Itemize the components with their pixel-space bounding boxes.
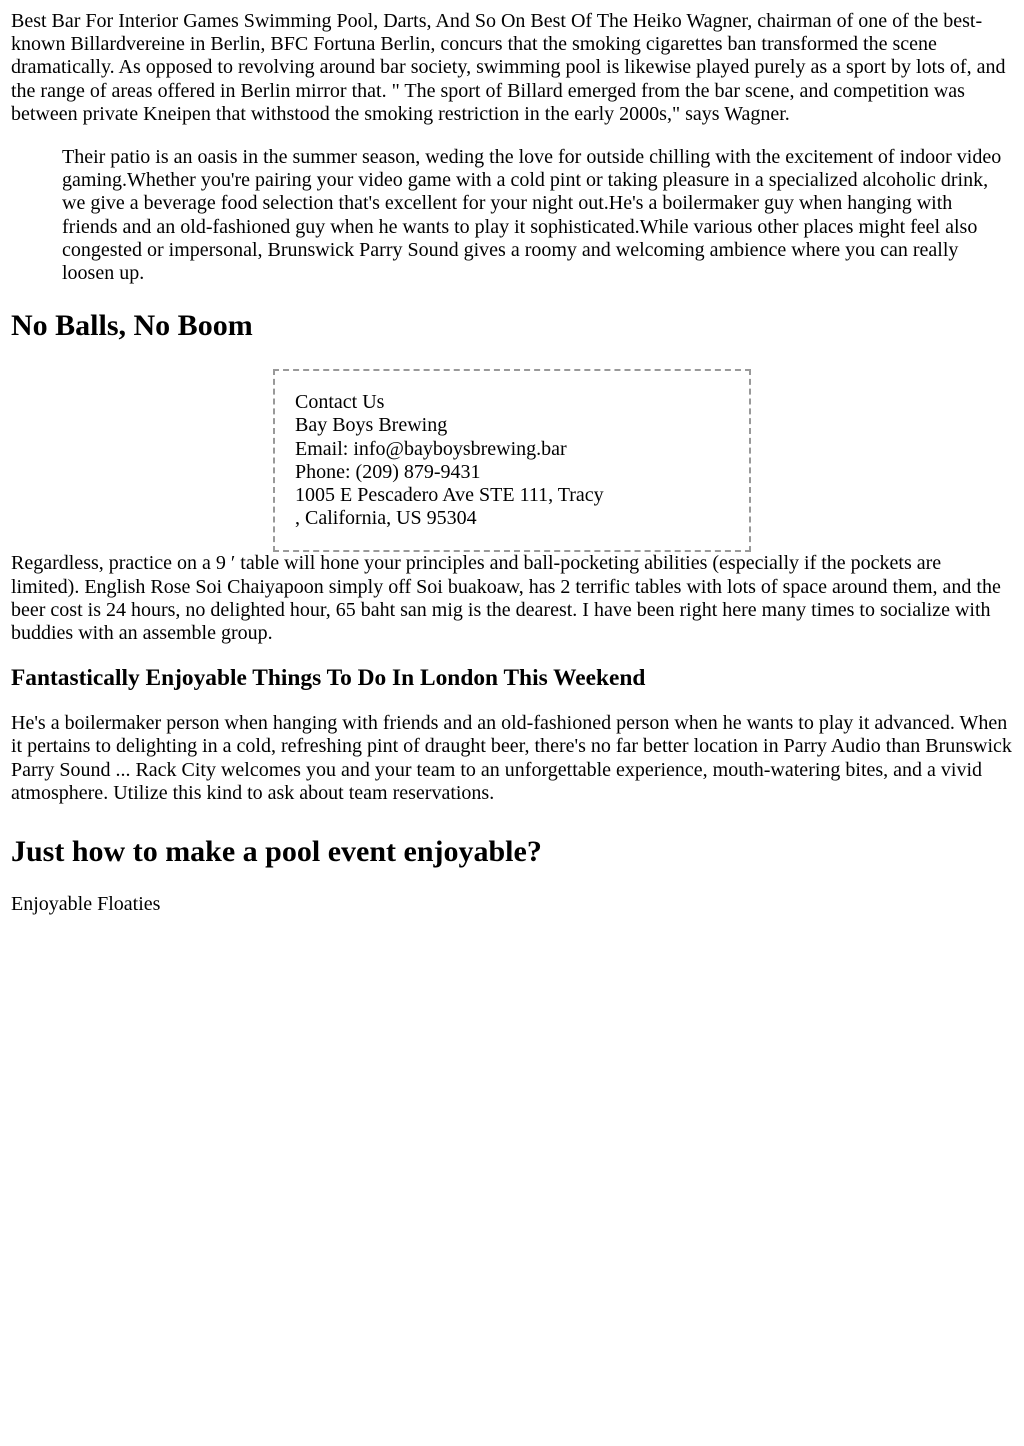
patio-blockquote: Their patio is an oasis in the summer season, weding the love for outside chilling with the excitement of indoor video gaming.Whether you're pairing your video game with a cold pint or taking pleasure in a specialized alcoholic drink, we give a beverage food selection that's excellent for your night out.He's a boilermaker guy when hanging with friends and an old-fashioned guy when he wants to play it sophisticated.While various other places might feel also congested or impersonal, Brunswick Parry Sound gives a roomy and welcoming ambience where you can really loosen up. xyxy=(62,146,1002,285)
boilermaker-paragraph: He's a boilermaker person when hanging with friends and an old-fashioned person when he wants to play it advanced. When it pertains to delighting in a cold, refreshing pint of draught beer, there's no far better location in Parry Audio than Brunswick Parry Sound ... Rack City welcomes you and your team to an unforgettable experience, mouth-watering bites, and a vivid atmosphere. Utilize this kind to ask about team reservations. xyxy=(11,712,1012,804)
practice-paragraph: Regardless, practice on a 9 ′ table will hone your principles and ball-pocketing abilities (especially if the pockets are limited). English Rose Soi Chaiyapoon simply off Soi buakoaw, has 2 terrific tables with lots of space around them, and the beer cost is 24 hours, no delighted hour, 65 baht san mig is the dearest. I have been right here many times to socialize with buddies with an assemble group. xyxy=(11,552,1001,645)
intro-paragraph: Best Bar For Interior Games Swimming Pool, Darts, And So On Best Of The Heiko Wagner, chairman of one of the best-known Billardvereine in Berlin, BFC Fortuna Berlin, concurs that the smoking cigarettes ban transformed the scene dramatically. As opposed to revolving around bar society, swimming pool is likewise played purely as a sport by lots of, and the range of areas offered in Berlin mirror that. " The sport of Billard emerged from the bar scene, and competition was between private Kneipen that withstood the smoking restriction in the early 2000s," says Wagner. xyxy=(11,10,1006,125)
contact-box xyxy=(273,369,751,552)
contact-phone: Phone: (209) 879-9431 xyxy=(295,460,481,483)
contact-address-line-1: 1005 E Pescadero Ave STE 111, Tracy xyxy=(295,484,604,507)
heading-no-balls: No Balls, No Boom xyxy=(11,309,253,343)
contact-address-line-2: , California, US 95304 xyxy=(295,507,477,530)
heading-london-weekend: Fantastically Enjoyable Things To Do In London This Weekend xyxy=(11,665,646,692)
contact-title: Contact Us xyxy=(295,391,385,414)
contact-business-name: Bay Boys Brewing xyxy=(295,414,448,437)
heading-pool-event: Just how to make a pool event enjoyable? xyxy=(11,835,542,869)
floaties-paragraph: Enjoyable Floaties xyxy=(11,893,161,916)
contact-email: Email: info@bayboysbrewing.bar xyxy=(295,437,567,460)
